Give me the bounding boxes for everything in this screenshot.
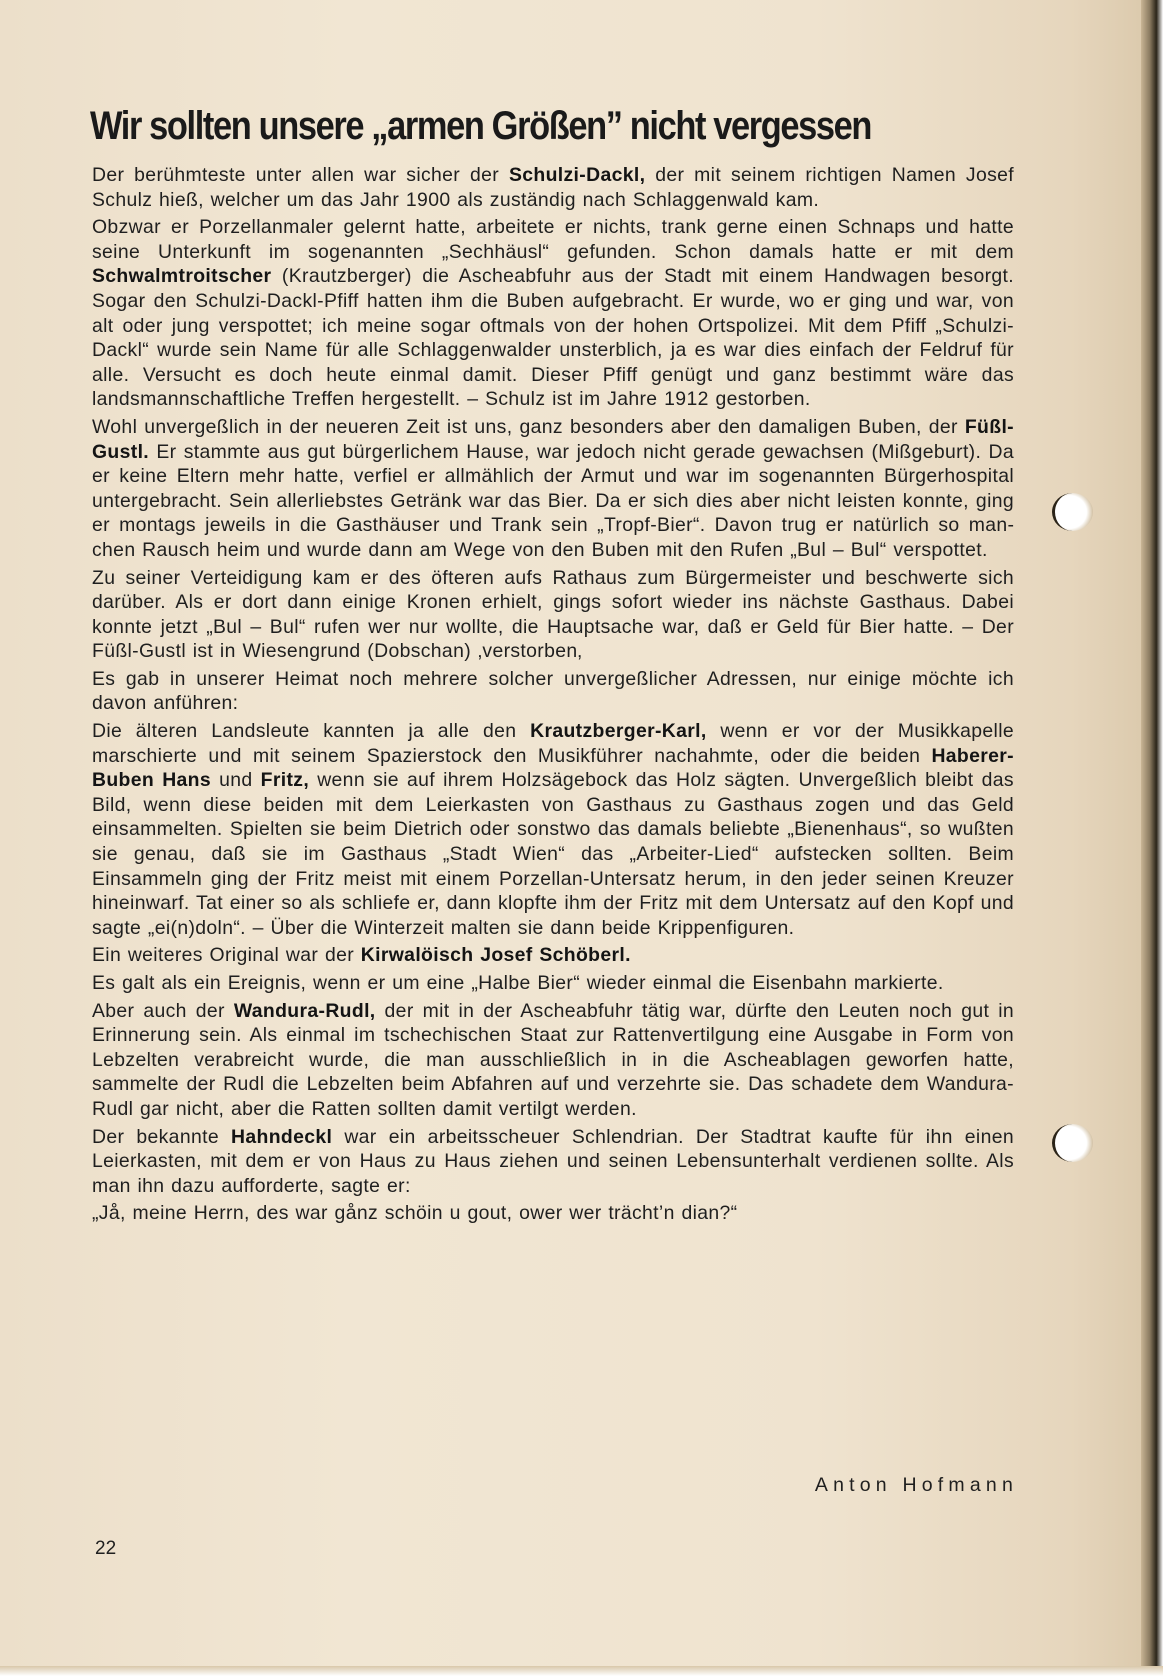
text-run: Der bekannte [92,1125,232,1148]
paragraph [92,215,1014,412]
paragraph [92,163,1014,212]
text-run: wenn er vor der Musikkapelle marschierte und mit seinem Spazierstock den Musikführer nachahmte, oder die beiden [92,720,1014,767]
page-edge-shadow [1141,0,1163,1676]
bold-name: Krautzberger-Karl, [530,720,707,743]
paragraph [92,943,1014,968]
paragraph [92,1201,1014,1226]
paragraph [92,999,1014,1122]
paragraph [92,566,1014,664]
bold-name: Füßl-Gustl. [92,415,1014,463]
text-run: Zu seiner Verteidigung kam er des öfteren aufs Rathaus zum Bürgermeister und beschwerte sich darüber. Als er dort dann einige Kronen erhielt, gings sofort wieder ins nächste Gasthaus. Dabei konnte jetzt „Bul – Bul“ rufen wer nur wollte, die Hauptsache war, daß er Geld für Bier hatte. – Der Füßl-Gustl ist in Wiesengrund (Dobschan) ‚verstorben‚ [92,566,1014,663]
text-run: Es galt als ein Ereignis, wenn er um eine „Halbe Bier“ wieder einmal die Eisenbahn markierte. [92,972,944,994]
text-run: Wohl unvergeßlich in der neueren Zeit ist uns, ganz besonders aber den damaligen Buben, der [92,415,965,438]
paragraph [92,971,1014,996]
article-title: Wir sollten unsere „armen Größen” nicht vergessen [90,104,872,148]
text-run: Ein weiteres Original war der [92,944,361,967]
bold-name: Schulzi-Dackl, [508,164,646,186]
paragraph [92,415,1014,563]
text-run: und [211,769,261,792]
paragraph [92,667,1014,716]
text-run: Obzwar er Porzellanmaler gelernt hatte, arbeitete er nichts, trank gerne einen Schnaps und hatte seine Unterkunft im sogenannten „Sechhäusl“ gefunden. Schon damals hatte er mit dem [92,216,1014,263]
paragraph [92,1125,1014,1199]
text-run: wenn sie auf ihrem Holzsägebock das Holz sägten. Unvergeßlich bleibt das Bild, wenn diese beiden mit dem Leierkasten von Gasthaus zu Gasthaus zogen und das Geld einsammelten. Spielten sie beim Dietrich oder sonstwo das damals beliebte „Bienenhaus“, so wußten sie genau, daß sie im Gasthaus „Stadt Wien“ das „Arbeiter-Lied“ aufstecken sollten. Beim Einsammeln ging der Fritz meist mit einem Porzellan-Untersatz herum, in den jeder seinen Kreuzer hineinwarf. Tat einer so als schliefe er, dann klopfte ihm der Fritz mit dem Untersatz auf den Kopf und sagte „ei(n)doln“. – Über die Winterzeit malten sie dann beide Krippenfiguren. [92,769,1014,939]
bold-name: Haberer-Buben Hans [92,744,1014,792]
text-run: der mit seinem richtigen Namen Josef Schulz hieß, welcher um das Jahr 1900 als zuständig nach Schlaggenwald kam. [92,164,1014,211]
text-run: „Jå, meine Herrn, des war gånz schöin u gout, ower wer trächt’n dian?“ [92,1202,738,1225]
punch-hole-upper [1052,493,1093,531]
bold-name: Hahndeckl [231,1125,333,1148]
article-body [92,163,1014,1229]
bold-name: Wandura-Rudl, [233,999,376,1022]
page-number: 22 [95,1538,117,1559]
text-run: (Krautzberger) die Ascheabfuhr aus der Stadt mit einem Handwagen besorgt. Sogar den Schulzi-Dackl-Pfiff hatten ihm die Buben aufgebracht. Er wurde, wo er ging und war, von alt oder jung verspottet; ich meine sogar oftmals von der hohen Ortspolizei. Mit dem Pfiff „Schulzi-Dackl“ wurde sein Name für alle Schlaggenwalder unsterblich, ja es war dies einfach der Feldruf für alle. Versucht es doch heute einmal damit. Dieser Pfiff genügt und ganz bestimmt wäre das landsmannschaftliche Treffen hergestellt. – Schulz ist im Jahre 1912 gestorben. [92,265,1014,411]
page-bottom-edge [0,1666,1163,1676]
text-run: war ein arbeitsscheuer Schlendrian. Der Stadtrat kaufte für ihn einen Leierkasten, mit dem er von Haus zu Haus ziehen und seinen Lebensunterhalt verdienen sollte. Als man ihn dazu aufforderte, sagte er: [92,1125,1014,1197]
bold-name: Kirwalöisch Josef Schöberl. [360,944,631,967]
bold-name: Fritz, [260,769,310,792]
text-run: Die älteren Landsleute kannten ja alle den [92,720,531,743]
punch-hole-lower [1052,1124,1093,1162]
paragraph [92,719,1014,940]
bold-name: Schwalmtroitscher [92,265,272,288]
text-run: Aber auch der [92,999,234,1022]
text-run: der mit in der Ascheabfuhr tätig war, dürfte den Leuten noch gut in Erinnerung sein. Als einmal im tschechischen Staat zur Rattenvertilgung eine Ausgabe in Form von Lebzelten verabreicht wurde, die man ausschließlich in in die Ascheablagen geworfen hatte, sammelte der Rudl die Lebzelten beim Abfahren auf und verzehrte sie. Das schadete dem Wandura-Rudl gar nicht, aber die Ratten sollten damit vertilgt werden. [92,999,1014,1120]
author-signature: Anton Hofmann [814,1474,1018,1496]
text-run: Er stammte aus gut bürgerlichem Hause, war jedoch nicht gerade gewachsen (Mißgeburt). Da er keine Eltern mehr hatte, verfiel er allmählich der Armut und war im sogenannten Bürgerhospital untergebracht. Sein allerliebstes Getränk war das Bier. Da er sich dies aber nicht leisten konnte, ging er montags jeweils in die Gasthäuser und Trank sein „Tropf-Bier“. Davon trug er natürlich so manchen Rausch heim und wurde dann am Wege von den Buben mit den Rufen „Bul – Bul“ verspottet. [92,440,1014,561]
text-run: Es gab in unserer Heimat noch mehrere solcher unvergeßlicher Adressen, nur einige möchte ich davon anführen: [92,667,1014,715]
text-run: Der berühmteste unter allen war sicher der [92,164,509,186]
